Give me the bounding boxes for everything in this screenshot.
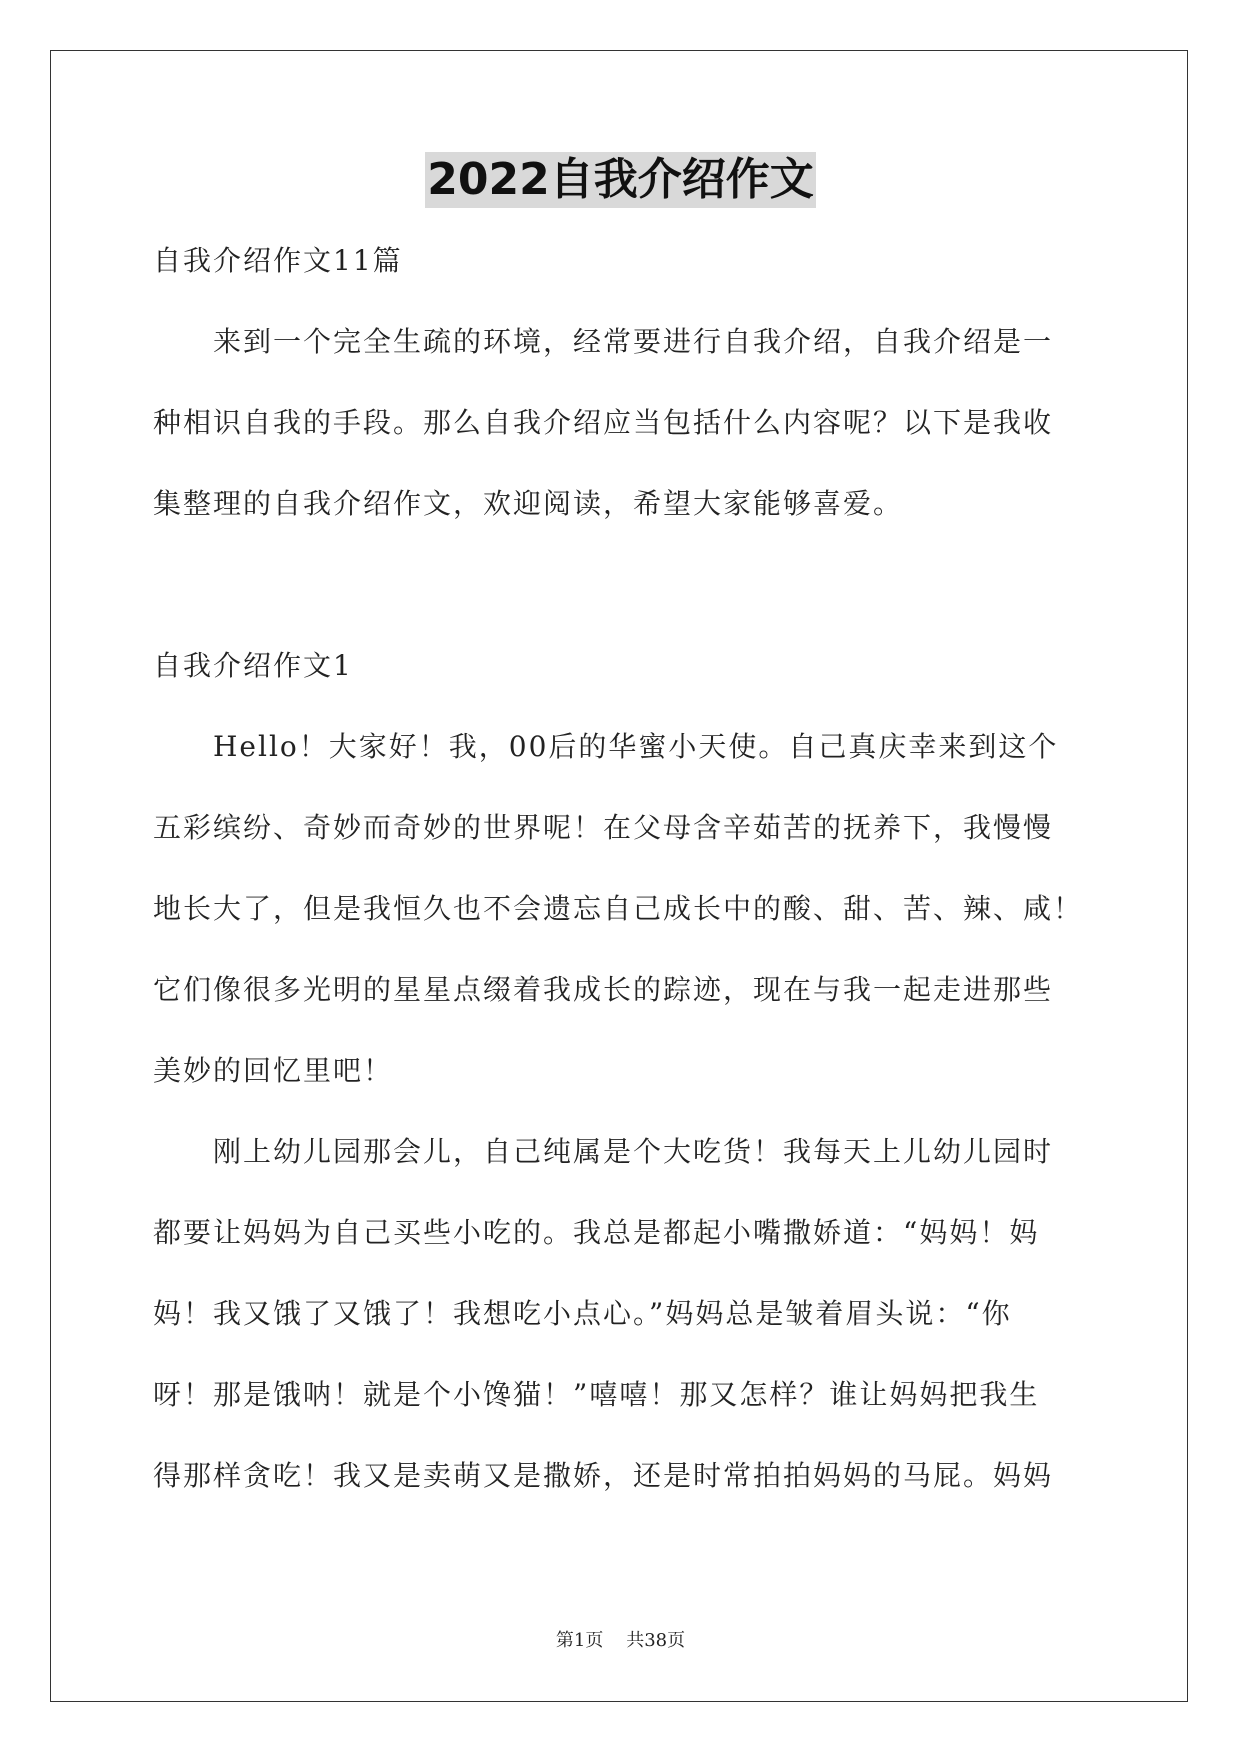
document-body [153, 236, 1093, 1532]
paragraph1-line: 地长大了，但是我恒久也不会遗忘自己成长中的酸、甜、苦、辣、咸！ [153, 892, 1084, 925]
intro-line: 集整理的自我介绍作文，欢迎阅读，希望大家能够喜爱。 [153, 487, 904, 520]
paragraph2-line: 呀！那是饿呐！就是个小馋猫！”嘻嘻！那又怎样？谁让妈妈把我生 [153, 1378, 1040, 1411]
paragraph2-line: 都要让妈妈为自己买些小吃的。我总是都起小嘴撒娇道：“妈妈！妈 [153, 1216, 1040, 1249]
page-footer [0, 1626, 1241, 1652]
paragraph1-line: Hello！大家好！我，00后的华蜜小天使。自己真庆幸来到这个 [213, 730, 1059, 763]
intro-line: 来到一个完全生疏的环境，经常要进行自我介绍，自我介绍是一 [213, 325, 1054, 358]
title-wrap [0, 152, 1241, 208]
paragraph2-line: 刚上幼儿园那会儿，自己纯属是个大吃货！我每天上儿幼儿园时 [213, 1135, 1054, 1168]
paragraph1-line: 它们像很多光明的星星点缀着我成长的踪迹，现在与我一起走进那些 [153, 973, 1054, 1006]
paragraph1-line: 美妙的回忆里吧！ [153, 1054, 394, 1087]
intro-line: 种相识自我的手段。那么自我介绍应当包括什么内容呢？以下是我收 [153, 406, 1054, 439]
subtitle: 自我介绍作文11篇 [153, 244, 403, 277]
paragraph1-line: 五彩缤纷、奇妙而奇妙的世界呢！在父母含辛茹苦的抚养下，我慢慢 [153, 811, 1054, 844]
document-title: 2022自我介绍作文 [425, 152, 815, 208]
footer-spacer [603, 1630, 626, 1651]
paragraph-gap [153, 560, 1093, 641]
section-heading: 自我介绍作文1 [153, 649, 353, 682]
paragraph2-line: 得那样贪吃！我又是卖萌又是撒娇，还是时常拍拍妈妈的马屁。妈妈 [153, 1459, 1054, 1492]
paragraph2-line: 妈！我又饿了又饿了！我想吃小点心。”妈妈总是皱着眉头说：“你 [153, 1297, 1012, 1330]
total-pages: 共38页 [626, 1630, 686, 1651]
page-number: 第1页 [555, 1630, 604, 1651]
